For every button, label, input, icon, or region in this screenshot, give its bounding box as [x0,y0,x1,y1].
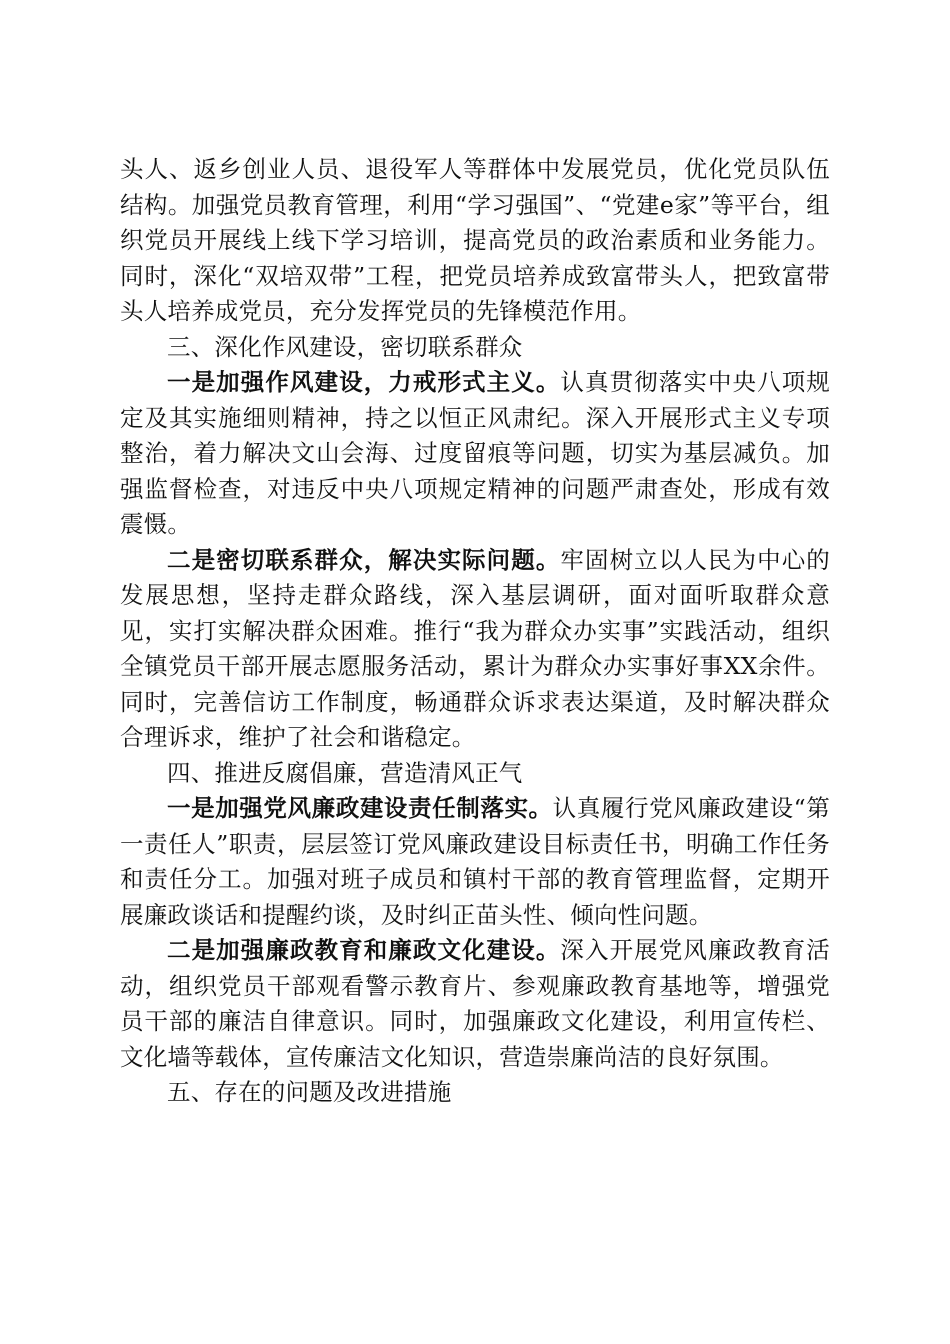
document-page [120,152,830,1111]
paragraph-body: 深入开展党风廉政教育活动，组织党员干部观看警示教育片、参观廉政教育基地等，增强党员干部的廉洁自律意识。同时，加强廉政文化建设，利用宣传栏、文化墙等载体，宣传廉洁文化知识，营造崇廉尚洁的良好氛围。 [120,936,831,1071]
paragraph-lead-bold: 一是加强作风建设，力戒形式主义。 [167,368,561,396]
paragraph-continued: 头人、返乡创业人员、退役军人等群体中发展党员，优化党员队伍结构。加强党员教育管理，利用“学习强国”、“党建e家”等平台，组织党员开展线上线下学习培训，提高党员的政治素质和业务能力。同时，深化“双培双带”工程，把党员培养成致富带头人，把致富带头人培养成党员，充分发挥党员的先锋模范作用。 [120,155,830,325]
section-heading-4: 四、推进反腐倡廉，营造清风正气 [167,758,523,787]
paragraph-lead-bold: 一是加强党风廉政建设责任制落实。 [167,794,553,822]
paragraph-body: 认真履行党风廉政建设“第一责任人”职责，层层签订党风廉政建设目标责任书，明确工作任务和责任分工。加强对班子成员和镇村干部的教育管理监督，定期开展廉政谈话和提醒约谈，及时纠正苗头性、倾向性问题。 [120,794,831,929]
paragraph-masses [120,543,830,756]
paragraph-responsibility [120,791,830,933]
paragraph-integrity-education [120,933,830,1075]
section-heading-3: 三、深化作风建设，密切联系群众 [167,332,523,361]
paragraph-body: 牢固树立以人民为中心的发展思想，坚持走群众路线，深入基层调研，面对面听取群众意见，实打实解决群众困难。推行“我为群众办实事”实践活动，组织全镇党员干部开展志愿服务活动，累计为群众办实事好事XX余件。同时，完善信访工作制度，畅通群众诉求表达渠道，及时解决群众合理诉求，维护了社会和谐稳定。 [120,545,831,751]
paragraph-body: 认真贯彻落实中央八项规定及其实施细则精神，持之以恒正风肃纪。深入开展形式主义专项整治，着力解决文山会海、过度留痕等问题，切实为基层减负。加强监督检查，对违反中央八项规定精神的问题严肃查处，形成有效震慑。 [120,368,831,538]
paragraph-style-work [120,365,830,543]
paragraph-lead-bold: 二是加强廉政教育和廉政文化建设。 [167,936,561,964]
paragraph-lead-bold: 二是密切联系群众，解决实际问题。 [167,545,561,574]
section-heading-5: 五、存在的问题及改进措施 [167,1078,452,1106]
